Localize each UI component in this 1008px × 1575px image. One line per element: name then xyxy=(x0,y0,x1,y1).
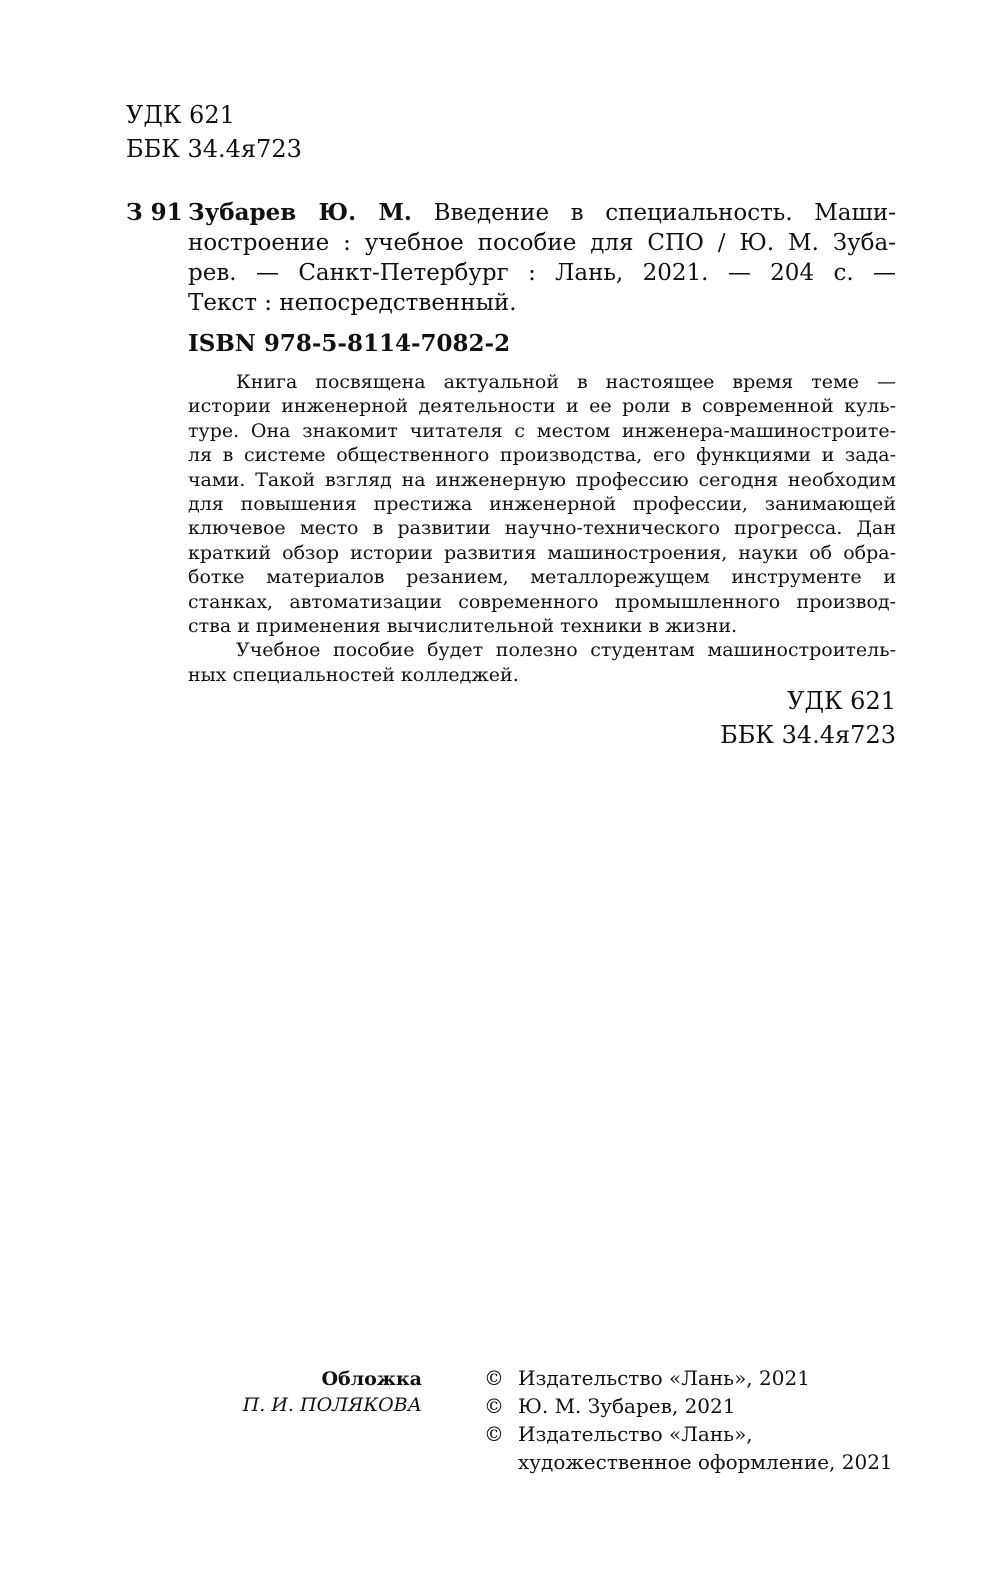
cover-designer: П. И. ПОЛЯКОВА xyxy=(242,1394,422,1416)
annotation-line: чами. Такой взгляд на инженерную профессию сегодня необходим xyxy=(188,468,896,491)
biblio-line-4: Текст : непосредственный. xyxy=(188,290,517,316)
copyright-icon: © xyxy=(484,1422,504,1446)
copyright-icon: © xyxy=(484,1394,504,1418)
annotation-line: краткий обзор истории развития машиностроения, науки об обра- xyxy=(188,541,896,564)
annotation-line: станках, автоматизации современного промышленного производ- xyxy=(188,590,896,613)
annotation-line: для повышения престижа инженерной профессии, занимающей xyxy=(188,493,896,516)
annotation-line: ботке материалов резанием, металлорежущем инструменте и xyxy=(188,566,896,589)
copyright-icon: © xyxy=(484,1366,504,1390)
copyright-line xyxy=(484,1364,893,1392)
cover-credit xyxy=(243,1366,422,1418)
copyright-continuation xyxy=(484,1448,893,1476)
annotation-line: ства и применения вычислительной техники в жизни. xyxy=(188,615,738,638)
classification-top xyxy=(126,98,302,166)
udk-code: УДК 621 xyxy=(126,101,235,129)
copyright-text: Издательство «Лань», 2021 xyxy=(518,1366,810,1390)
copyright-block xyxy=(484,1364,893,1476)
annotation-line: ключевое место в развитии научно-технического прогресса. Дан xyxy=(188,517,896,540)
author-name: Зубарев Ю. М. xyxy=(188,199,412,226)
udk-code: УДК 621 xyxy=(787,687,896,715)
author-mark: З 91 xyxy=(126,199,183,226)
cover-label: Обложка xyxy=(321,1368,422,1390)
bbk-code: ББК 34.4я723 xyxy=(126,135,302,163)
copyright-text: Ю. М. Зубарев, 2021 xyxy=(518,1394,736,1418)
biblio-line-1 xyxy=(188,198,896,228)
annotation-line: Учебное пособие будет полезно студентам машиностроитель- xyxy=(236,639,896,662)
annotation-line: ных специальностей колледжей. xyxy=(188,663,519,686)
copyright-text: Издательство «Лань», xyxy=(518,1422,753,1446)
bibliographic-description xyxy=(188,198,896,318)
annotation-line: туре. Она знакомит читателя с местом инженера-машиностроите- xyxy=(188,419,896,442)
biblio-line-2: ностроение : учебное пособие для СПО / Ю. М. Зуба- xyxy=(188,230,896,256)
annotation-line: Книга посвящена актуальной в настоящее время теме — xyxy=(236,371,896,393)
biblio-line-3: рев. — Санкт-Петербург : Лань, 2021. — 204 с. — xyxy=(188,260,896,286)
annotation xyxy=(188,370,896,687)
title-start: Введение в специальность. Маши- xyxy=(411,200,896,226)
copyright-line xyxy=(484,1392,893,1420)
annotation-line: истории инженерной деятельности и ее роли в современной куль- xyxy=(188,395,896,418)
isbn: ISBN 978-5-8114-7082-2 xyxy=(188,330,511,357)
bbk-code: ББК 34.4я723 xyxy=(720,721,896,749)
copyright-line xyxy=(484,1420,893,1448)
copyright-text: художественное оформление, 2021 xyxy=(518,1450,893,1474)
annotation-line: ля в системе общественного производства, его функциями и зада- xyxy=(188,444,896,467)
classification-bottom xyxy=(720,684,896,752)
